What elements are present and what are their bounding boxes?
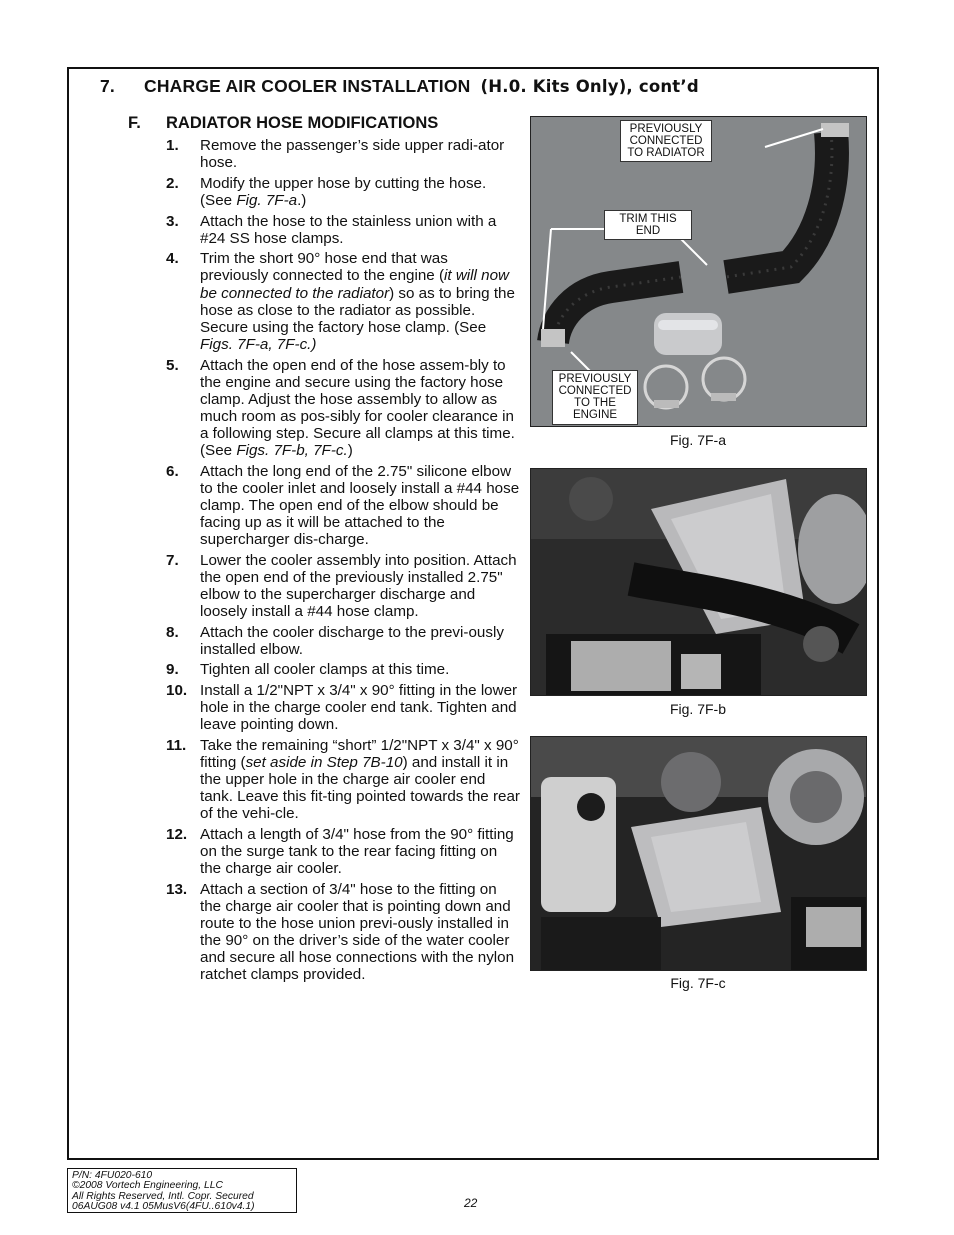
step-number: 12. xyxy=(166,826,188,844)
step-text-italic: Figs. 7F-b, 7F-c. xyxy=(236,441,348,459)
figure-7f-a-caption: Fig. 7F-a xyxy=(669,432,726,448)
figure-7f-c-photo xyxy=(530,736,867,971)
step-text: .) xyxy=(297,191,307,209)
footer-line: 06AUG08 v4.1 05MusV6(4FU..610v4.1) xyxy=(72,1201,255,1213)
step-text: Take the remaining “short” 1/2"NPT x 3/4" x 90° fitting ( xyxy=(200,737,519,772)
step-text-italic: Fig. 7F-a xyxy=(236,191,298,209)
page-number: 22 xyxy=(464,1196,478,1210)
footer-line: All Rights Reserved, Intl. Copr. Secured xyxy=(72,1190,254,1202)
step-number: 2. xyxy=(166,174,179,192)
step-text: Tighten all cooler clamps at this time. xyxy=(200,661,450,679)
step-item xyxy=(166,737,520,822)
step-text: Remove the passenger’s side upper radi-ator hose. xyxy=(200,137,505,172)
step-text: ) xyxy=(347,441,353,459)
step-text-italic: it will now be connected to the radiator xyxy=(200,267,510,302)
step-text-italic: Figs. 7F-a, 7F-c.) xyxy=(200,335,317,353)
step-item xyxy=(166,250,520,353)
step-item xyxy=(166,357,520,460)
step-item xyxy=(166,213,520,247)
step-number: 3. xyxy=(166,212,179,230)
figure-7f-b-caption: Fig. 7F-b xyxy=(669,701,726,717)
step-text: Attach a section of 3/4" hose to the fitting on the charge air cooler that is pointing down and route to the hose union previ-ously installed in the 90° on the driver’s side of the water cooler and secure all hose connections with the nylon ratchet clamps provided. xyxy=(200,880,515,984)
step-text: Trim the short 90° hose end that was previously connected to the engine ( xyxy=(200,250,448,285)
step-text: ) and install it in the upper hole in the charge air cooler end tank. Leave this fit-ting pointed towards the rear of the vehi-cle. xyxy=(200,754,520,823)
subsection-heading xyxy=(128,114,438,133)
step-text: Attach the open end of the hose assem-bly to the engine and secure using the factory hose clamp. Adjust the hose assembly to allow as much room as pos-sibly for cooler clearance in a following step. Secure all clamps at this time. (See xyxy=(200,356,515,459)
step-text: Modify the upper hose by cutting the hose. (See xyxy=(200,174,487,209)
step-item xyxy=(166,552,520,620)
footer-part-info xyxy=(67,1168,297,1213)
step-number: 7. xyxy=(166,551,179,569)
section-title: CHARGE AIR COOLER INSTALLATION xyxy=(144,76,471,96)
section-title-suffix: (H.0. Kits Only), cont’d xyxy=(480,77,699,96)
step-item xyxy=(166,463,520,548)
step-number: 11. xyxy=(166,737,187,755)
step-item xyxy=(166,881,520,984)
step-number: 1. xyxy=(166,137,179,154)
step-text-italic: set aside in Step 7B-10 xyxy=(245,754,403,772)
callout-trim-this-end: TRIM THIS END xyxy=(604,210,692,240)
step-text: Attach the hose to the stainless union with a #24 SS hose clamps. xyxy=(200,212,497,247)
step-text: Attach a length of 3/4" hose from the 90° fitting on the surge tank to the rear facing fitting on the charge air cooler. xyxy=(200,826,514,878)
footer-line: P/N: 4FU020-610 xyxy=(72,1170,153,1181)
step-item xyxy=(166,624,520,658)
step-text: Lower the cooler assembly into position. Attach the open end of the previously installed 2.75" elbow to the supercharger discharge and loosely install a #44 hose clamp. xyxy=(200,551,517,620)
step-item xyxy=(166,137,520,171)
figure-7f-b-photo xyxy=(530,468,867,696)
callout-previously-connected-to-engine: PREVIOUSLY CONNECTED TO THE ENGINE xyxy=(552,370,638,425)
step-number: 10. xyxy=(166,682,188,700)
step-item xyxy=(166,175,520,209)
step-text: Attach the long end of the 2.75" silicone elbow to the cooler inlet and loosely install a #44 hose clamp. The open end of the elbow should be facing up as it will be attached to the supercharger dis-charge. xyxy=(200,462,520,549)
step-text: Attach the cooler discharge to the previ-ously installed elbow. xyxy=(200,623,504,658)
figure-7f-c-caption: Fig. 7F-c xyxy=(670,975,726,991)
subsection-title: RADIATOR HOSE MODIFICATIONS xyxy=(166,114,439,132)
step-number: 6. xyxy=(166,462,179,480)
subsection-letter: F. xyxy=(128,114,141,132)
step-item xyxy=(166,826,520,877)
section-number: 7. xyxy=(100,76,115,96)
step-number: 13. xyxy=(166,880,188,898)
instruction-steps xyxy=(166,137,520,987)
step-text: ) so as to bring the hose as close to the radiator as possible. Secure using the factory hose clamp. (See xyxy=(200,284,515,336)
step-item xyxy=(166,661,520,678)
step-number: 9. xyxy=(166,661,179,679)
step-number: 5. xyxy=(166,356,179,374)
footer-line: ©2008 Vortech Engineering, LLC xyxy=(72,1180,223,1192)
step-item xyxy=(166,682,520,733)
callout-previously-connected-to-radiator: PREVIOUSLY CONNECTED TO RADIATOR xyxy=(620,120,712,162)
step-number: 8. xyxy=(166,623,179,641)
section-heading xyxy=(100,76,699,97)
step-number: 4. xyxy=(166,250,179,268)
step-text: Install a 1/2"NPT x 3/4" x 90° fitting in the lower hole in the charge cooler end tank. Tighten and leave pointing down. xyxy=(200,682,518,734)
